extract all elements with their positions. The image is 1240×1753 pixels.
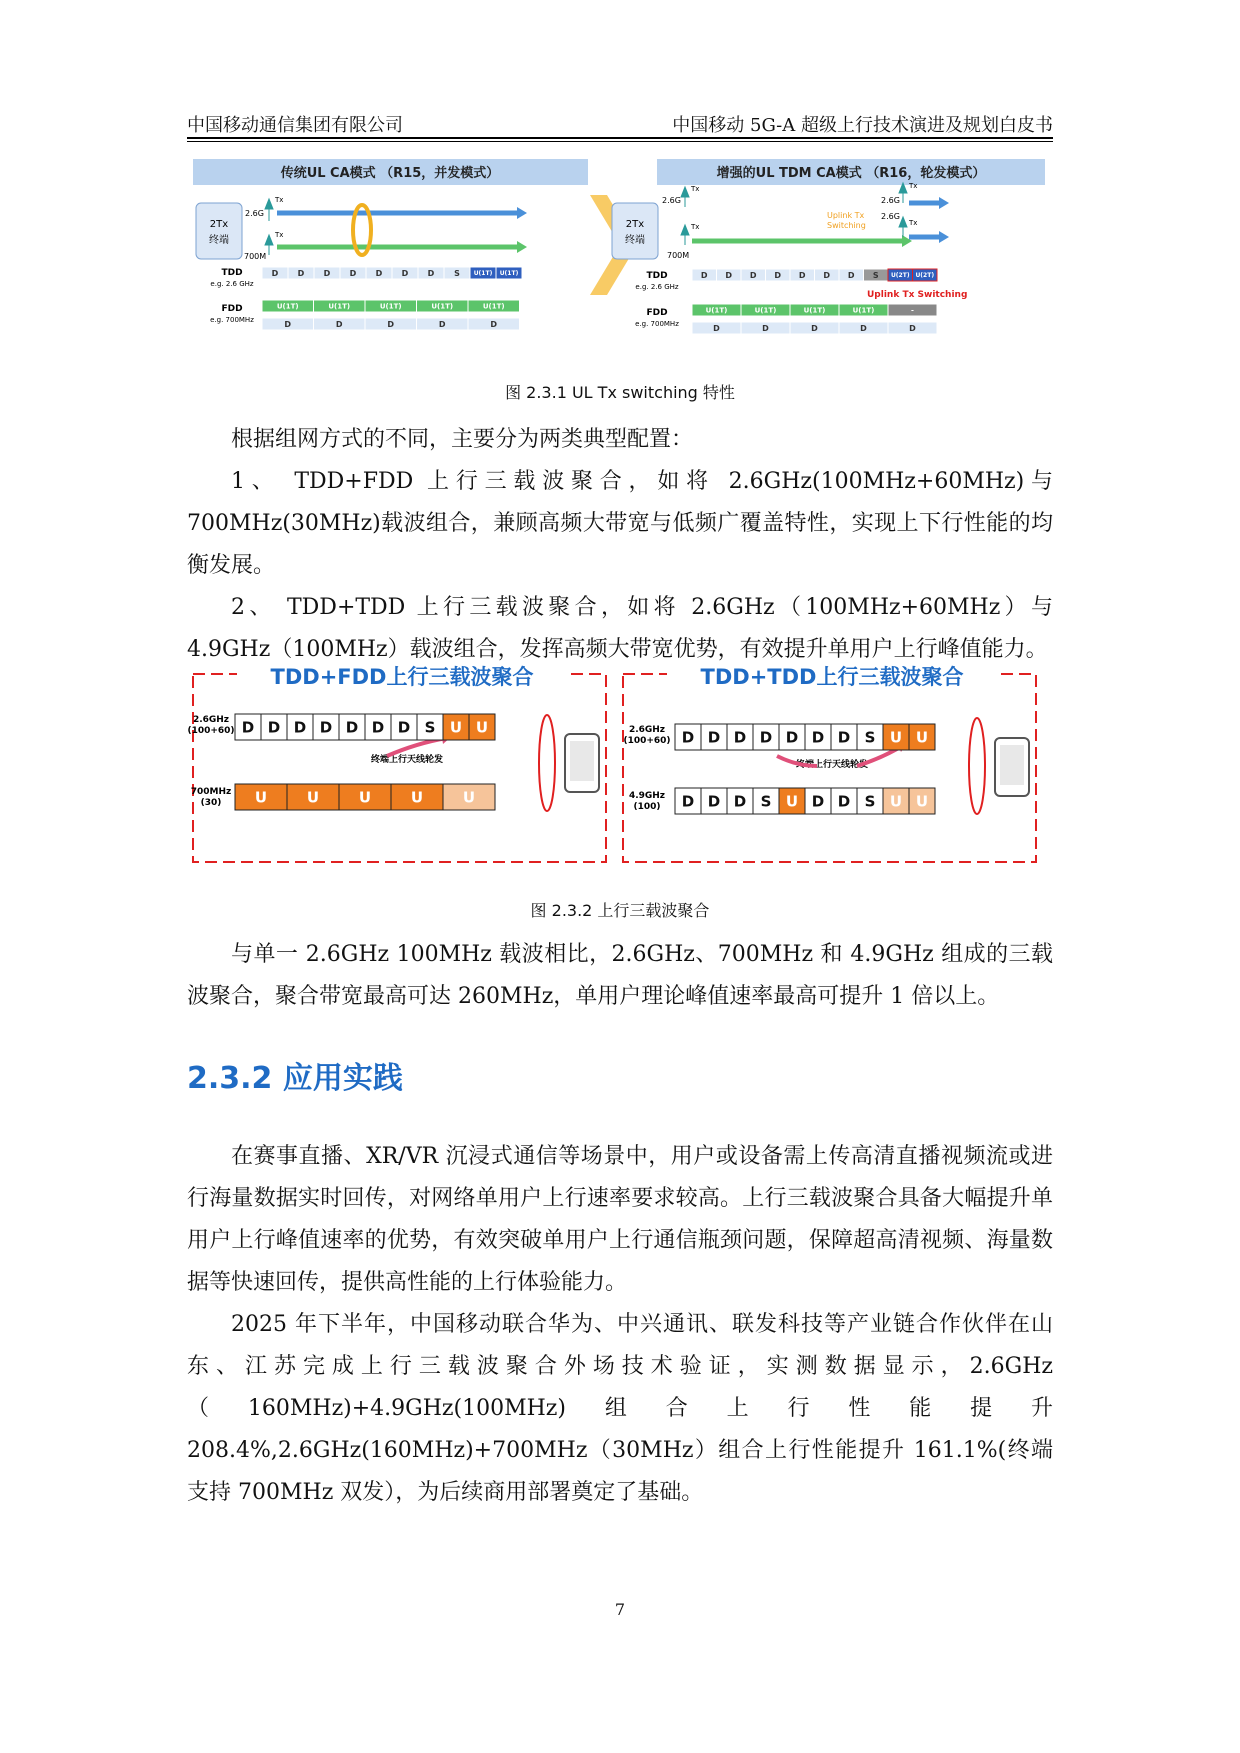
fig2-700-slot-label: U bbox=[410, 788, 424, 807]
phone-screen bbox=[1000, 745, 1024, 785]
figure2-caption: 图 2.3.2 上行三载波聚合 bbox=[530, 901, 710, 920]
fig2-49-slot-label: D bbox=[837, 792, 851, 811]
switch-note-right: 终端上行天线轮发 bbox=[795, 760, 869, 770]
arrow-head-icon bbox=[939, 197, 949, 209]
tx-label-1: Tx bbox=[275, 196, 284, 204]
fig2-26-slot-right-label: D bbox=[707, 728, 721, 747]
fdd-dl-slot-label: D bbox=[490, 319, 498, 329]
terminal-label-2: 终端 bbox=[209, 235, 229, 246]
para-practice-1: 在赛事直播、XR/VR 沉浸式通信等场景中，用户或设备需上传高清直播视频流或进行海量数据实时回传，对网络单用户上行速率要求较高。上行三载波聚合具备大幅提升单用户上行峰值速率的优势，有效突破单用户上行通信瓶颈问题，保障超高清视频、海量数据等快速回传，提供高性能的上行体验能力。 bbox=[187, 1144, 1053, 1295]
fig2-26-slot-right-label: D bbox=[837, 728, 851, 747]
fig2-49-slot-label: D bbox=[733, 792, 747, 811]
figure1-caption: 图 2.3.1 UL Tx switching 特性 bbox=[505, 383, 735, 402]
fig2-26-slot-right-label: U bbox=[915, 728, 929, 747]
fig2-49-slot-label: S bbox=[864, 792, 876, 811]
switch-note-left: 终端上行天线轮发 bbox=[370, 755, 444, 765]
fig2-49-slot-label: S bbox=[760, 792, 772, 811]
tdd-slot-right-label: D bbox=[847, 270, 855, 280]
tdd-slot-label: D bbox=[323, 268, 331, 278]
fig2-49-slot-label: D bbox=[707, 792, 721, 811]
tx-label-2: Tx bbox=[275, 231, 284, 239]
header-right: 中国移动 5G-A 超级上行技术演进及规划白皮书 bbox=[672, 115, 1053, 136]
fig2-49-slot-label: D bbox=[681, 792, 695, 811]
antenna-icon bbox=[681, 225, 689, 245]
tdd-slot-right-label: D bbox=[823, 270, 831, 280]
tdd-slot-label: D bbox=[427, 268, 435, 278]
tdd-slot-right-label: D bbox=[700, 270, 708, 280]
tdd-slot-label: D bbox=[349, 268, 357, 278]
fig1-left-title: 传统UL CA模式 （R15，并发模式） bbox=[280, 166, 500, 181]
terminal-label-2: 终端 bbox=[625, 235, 645, 246]
fig2-26-slot-right-label: S bbox=[864, 728, 876, 747]
section-title: 2.3.2 应用实践 bbox=[187, 1061, 403, 1096]
para-config bbox=[187, 419, 1053, 671]
tdd-sub-left: e.g. 2.6 GHz bbox=[210, 280, 254, 288]
fdd-dl-slot-label: D bbox=[387, 319, 395, 329]
header-rule-thin bbox=[187, 141, 1053, 142]
fdd-ul-slot-right-label: U(1T) bbox=[852, 306, 875, 315]
header-left: 中国移动通信集团有限公司 bbox=[187, 115, 403, 136]
fig1-slot-rows bbox=[262, 267, 937, 334]
fig2-49-slot-label: U bbox=[785, 792, 799, 811]
fig2-26-slot-label: D bbox=[319, 718, 333, 737]
fig2-700-slot-label: U bbox=[462, 788, 476, 807]
band-26-left: 2.6GHz bbox=[192, 715, 230, 725]
fig2-26-slot-label: D bbox=[241, 718, 255, 737]
band-700m-left: 700M bbox=[244, 252, 267, 261]
fdd-ul-slot-label: U(1T) bbox=[276, 302, 299, 311]
tdd-slot-label: U(1T) bbox=[499, 270, 519, 278]
fig2-49-slot-label: D bbox=[811, 792, 825, 811]
fig2-26-slot-right-label: D bbox=[811, 728, 825, 747]
tdd-slot-right-label: U(2T) bbox=[915, 272, 935, 280]
band-49-right: 4.9GHz bbox=[628, 791, 666, 801]
fdd-dl-slot-right-label: D bbox=[860, 323, 867, 333]
fdd-ul-slot-right-label: U(1T) bbox=[705, 306, 728, 315]
fig2-26-slot-label: D bbox=[397, 718, 411, 737]
fdd-label-right: FDD bbox=[646, 308, 668, 318]
fdd-sub-right: e.g. 700MHz bbox=[635, 320, 679, 328]
fig2-49-slot-label: U bbox=[889, 792, 903, 811]
switch-arrow-icon bbox=[387, 738, 447, 756]
para-practice-2: 2025 年下半年，中国移动联合华为、中兴通讯、联发科技等产业链合作伙伴在山东、江苏完成上行三载波聚合外场技术验证，实测数据显示，2.6GHz（160MHz)+4.9GHz(100MHz)组合上行性能提升 208.4%,2.6GHz(160MHz)+700MHz（30MHz）组合上行性能提升 161.1%(终端支持 700MHz 双发），为后续商用部署奠定了基础。 bbox=[187, 1312, 1053, 1505]
fdd-dl-slot-label: D bbox=[284, 319, 292, 329]
tdd-slot-right-label: U(2T) bbox=[890, 272, 910, 280]
band-26g-right-2: 2.6G bbox=[881, 196, 900, 205]
para-practice bbox=[187, 1136, 1053, 1514]
tdd-slot-label: D bbox=[271, 268, 279, 278]
fdd-ul-slot-right-label: - bbox=[911, 306, 914, 315]
band-26g-left: 2.6G bbox=[245, 209, 264, 218]
para-config-line: 根据组网方式的不同，主要分为两类典型配置： bbox=[231, 427, 694, 452]
band-26g-right: 2.6G bbox=[662, 196, 681, 205]
uplink-switching-red-label: Uplink Tx Switching bbox=[867, 290, 968, 300]
tdd-slot-label: S bbox=[454, 268, 460, 278]
fdd-dl-slot-right-label: D bbox=[909, 323, 916, 333]
band-26-sub-right: (100+60) bbox=[623, 736, 671, 746]
tdd-slot-label: U(1T) bbox=[473, 270, 493, 278]
fdd-ul-slot-label: U(1T) bbox=[482, 302, 505, 311]
antenna-icon bbox=[265, 199, 273, 221]
tdd-slot-label: D bbox=[401, 268, 409, 278]
fdd-dl-slot-label: D bbox=[438, 319, 446, 329]
band-26g-right-3: 2.6G bbox=[881, 212, 900, 221]
page-number: 7 bbox=[614, 1600, 626, 1619]
arrow-head-icon bbox=[517, 207, 527, 219]
fig2-26-slot-right-label: D bbox=[759, 728, 773, 747]
band-26-right: 2.6GHz bbox=[628, 725, 666, 735]
tx-label-5: Tx bbox=[909, 182, 918, 190]
terminal-label-1: 2Tx bbox=[209, 219, 229, 230]
para-bandwidth-text: 与单一 2.6GHz 100MHz 载波相比，2.6GHz、700MHz 和 4.9GHz 组成的三载波聚合，聚合带宽最高可达 260MHz，单用户理论峰值速率最高可提升 1 倍以上。 bbox=[187, 942, 1053, 1009]
antenna-icon bbox=[265, 235, 273, 255]
figure-ul-tx-switching bbox=[187, 155, 1053, 375]
fig2-26-slot-right-label: U bbox=[889, 728, 903, 747]
fdd-ul-slot-label: U(1T) bbox=[379, 302, 402, 311]
antenna-icon bbox=[899, 183, 907, 203]
phone-screen bbox=[570, 741, 594, 781]
fig2-26-slot-label: U bbox=[475, 718, 489, 737]
header-rule bbox=[187, 137, 1053, 139]
fig2-26-slot-label: S bbox=[424, 718, 436, 737]
tdd-sub-right: e.g. 2.6 GHz bbox=[635, 283, 679, 291]
terminal-box-right bbox=[612, 203, 658, 259]
fig2-700-slot-label: U bbox=[254, 788, 268, 807]
uplink-switching-label-2: Switching bbox=[827, 221, 866, 230]
fdd-dl-slot-right-label: D bbox=[713, 323, 720, 333]
fdd-dl-slot-right-label: D bbox=[811, 323, 818, 333]
tdd-slot-label: D bbox=[297, 268, 305, 278]
tx-label-3: Tx bbox=[691, 185, 700, 193]
fig2-49-slot-label: U bbox=[915, 792, 929, 811]
fdd-ul-slot-right-label: U(1T) bbox=[754, 306, 777, 315]
uplink-switching-label: Uplink Tx bbox=[827, 211, 865, 220]
fig2-26-slot-label: D bbox=[345, 718, 359, 737]
band-26-sub-left: (100+60) bbox=[187, 726, 235, 736]
para-bandwidth bbox=[187, 934, 1053, 1018]
antenna-icon bbox=[899, 217, 907, 237]
link-ring-left bbox=[539, 715, 555, 811]
fdd-ul-slot-right-label: U(1T) bbox=[803, 306, 826, 315]
tdd-slot-label: D bbox=[375, 268, 383, 278]
tdd-slot-right-label: D bbox=[774, 270, 782, 280]
tdd-label-left: TDD bbox=[221, 268, 243, 278]
antenna-icon bbox=[681, 187, 689, 207]
link-ring-right bbox=[969, 718, 985, 814]
fig2-700-slot-label: U bbox=[306, 788, 320, 807]
figure-ul-3cc-ca bbox=[187, 648, 1053, 868]
arrow-head-icon bbox=[517, 241, 527, 253]
band-700-sub-left: (30) bbox=[200, 798, 222, 808]
band-700m-right: 700M bbox=[667, 251, 690, 260]
fig2-left-title: TDD+FDD上行三载波聚合 bbox=[270, 665, 534, 689]
left-dashed-frame bbox=[190, 674, 606, 862]
tx-label-6: Tx bbox=[909, 219, 918, 227]
band-49-sub-right: (100) bbox=[633, 802, 661, 812]
fdd-dl-slot-label: D bbox=[335, 319, 343, 329]
fig2-right-title: TDD+TDD上行三载波聚合 bbox=[700, 665, 964, 689]
fig2-26-slot-label: D bbox=[267, 718, 281, 737]
fig2-26-slot-right-label: D bbox=[733, 728, 747, 747]
fig2-700-slot-label: U bbox=[358, 788, 372, 807]
terminal-label-1: 2Tx bbox=[625, 219, 645, 230]
fdd-label-left: FDD bbox=[221, 304, 243, 314]
arrow-head-icon bbox=[939, 231, 949, 243]
tdd-slot-right-label: S bbox=[872, 270, 879, 280]
fdd-ul-slot-label: U(1T) bbox=[328, 302, 351, 311]
band-700-left: 700MHz bbox=[190, 787, 232, 797]
fig2-26-slot-label: U bbox=[449, 718, 463, 737]
tx-label-4: Tx bbox=[691, 223, 700, 231]
fig2-26-slot-right-label: D bbox=[681, 728, 695, 747]
para-config-item2: 2、 TDD+TDD 上行三载波聚合，如将 2.6GHz（100MHz+60MHz）与 4.9GHz（100MHz）载波组合，发挥高频大带宽优势，有效提升单用户上行峰值能力。 bbox=[187, 595, 1053, 662]
tdd-slot-right-label: D bbox=[725, 270, 733, 280]
tdd-slot-right-label: D bbox=[749, 270, 757, 280]
tdd-slot-right-label: D bbox=[798, 270, 806, 280]
fdd-dl-slot-right-label: D bbox=[762, 323, 769, 333]
fdd-sub-left: e.g. 700MHz bbox=[210, 316, 254, 324]
para-config-item1: 1、 TDD+FDD 上行三载波聚合，如将 2.6GHz(100MHz+60MHz)与 700MHz(30MHz)载波组合，兼顾高频大带宽与低频广覆盖特性，实现上下行性能的均衡发展。 bbox=[187, 469, 1053, 578]
fig2-26-slot-label: D bbox=[293, 718, 307, 737]
fig1-right-title: 增强的UL TDM CA模式 （R16，轮发模式） bbox=[716, 166, 986, 181]
fig2-26-slot-label: D bbox=[371, 718, 385, 737]
fig2-26-slot-right-label: D bbox=[785, 728, 799, 747]
fdd-ul-slot-label: U(1T) bbox=[431, 302, 454, 311]
tdd-label-right: TDD bbox=[646, 271, 668, 281]
terminal-box-left bbox=[196, 203, 242, 259]
